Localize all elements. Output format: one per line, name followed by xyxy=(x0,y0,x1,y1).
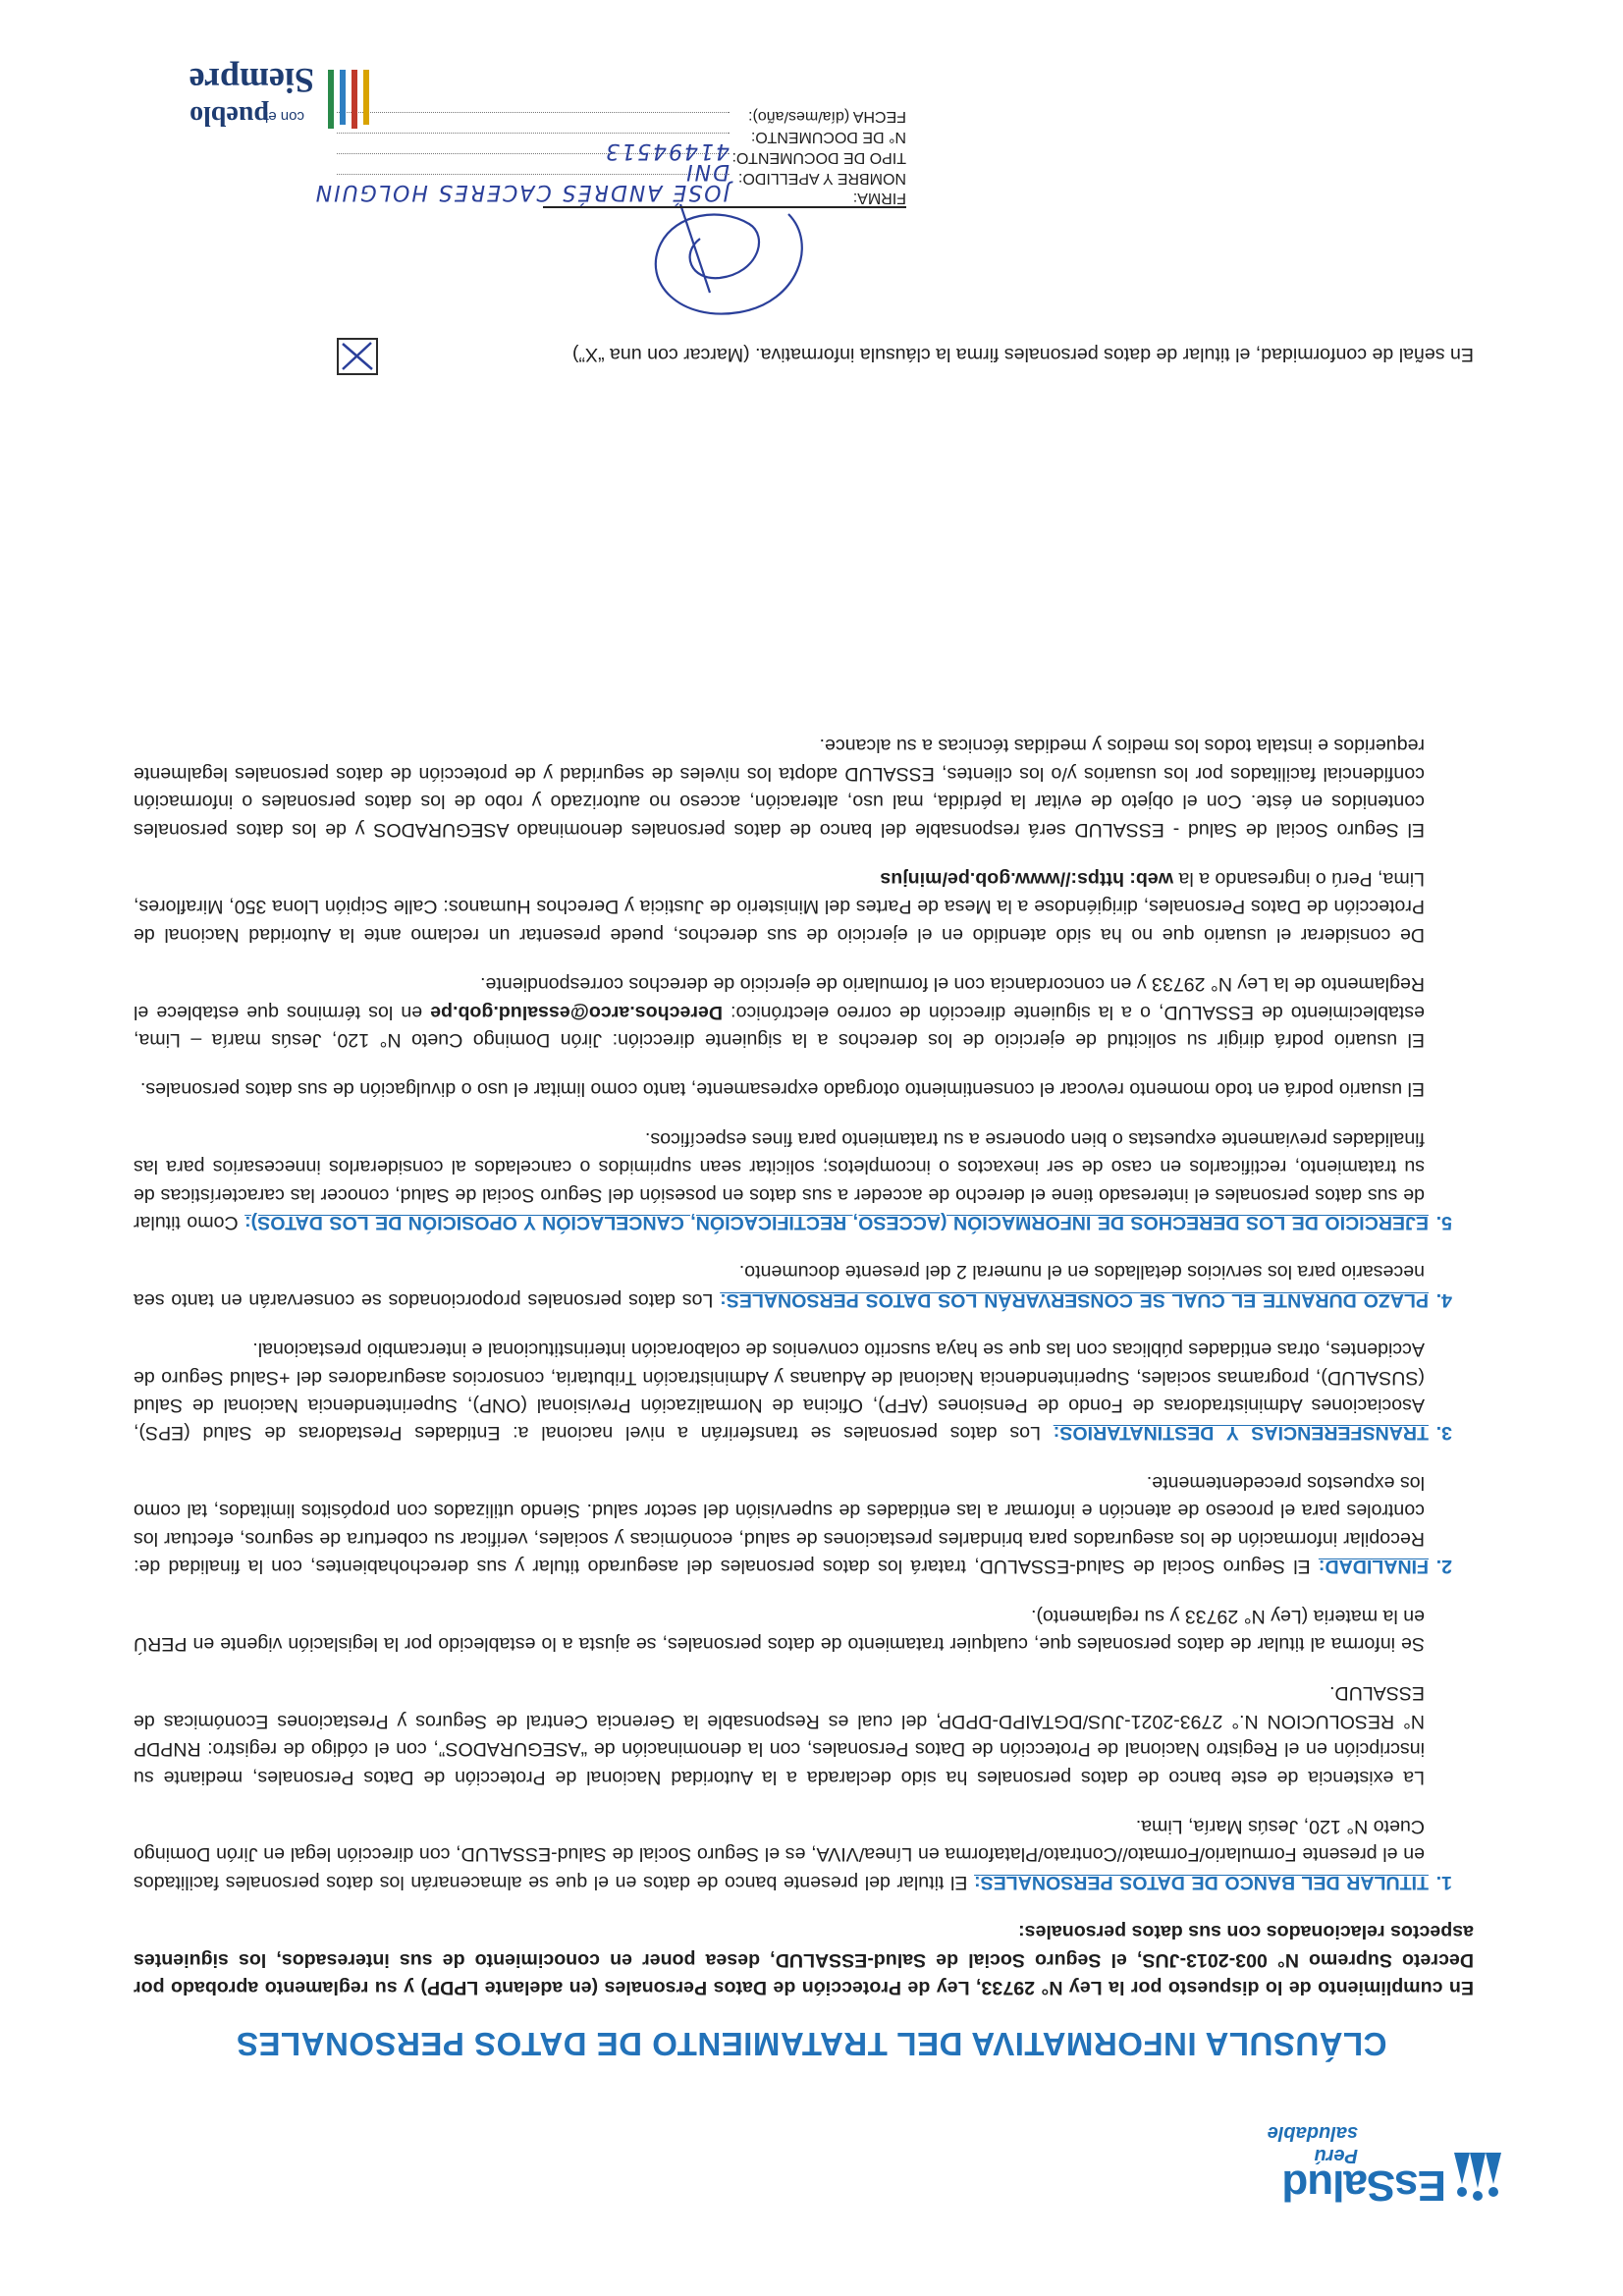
document-body xyxy=(134,710,1474,2001)
siempre-con-el-pueblo-logo xyxy=(135,52,371,131)
section-text: El Seguro Social de Salud-ESSALUD, tratará los datos personales del asegurado titular y sus derechohabientes, con la finalidad de: Recopilar información de los asegurados para brindarles prestaciones de salud, económicas y sociales, verificar su cobertura de seguros, efectuar los controles para el proceso de atención e informar a las entidades de supervisión del sector salud. Siendo utilizados con propósitos limitados, tal como los expuestos precedentemente. xyxy=(134,1471,1425,1578)
request-text: El usuario podrá dirigir su solicitud de ejercicio de los derechos a la siguiente dirección: Jirón Domingo Cueto N° 120, Jesús maría – Lima, establecimiento de ESSALUD, o a la siguiente dirección de correo electrónico: xyxy=(134,1001,1425,1052)
field-label: FECHA (día/mes/año): xyxy=(748,108,906,125)
section-text: Los datos personales proporcionados se conservarán en tanto sea necesario para los servicios detallados en el numeral 2 del presente documento. xyxy=(134,1261,1425,1311)
consent-statement: En señal de conformidad, el titular de datos personales firma la cláusula informativa. (Marcar con una “X”) xyxy=(571,344,1474,365)
field-label: TIPO DE DOCUMENTO: xyxy=(731,149,906,166)
essalud-logo xyxy=(1250,2122,1505,2210)
section-title: EJERCICIO DE LOS DERECHOS DE INFORMACIÓN (ACCESO, RECTIFICACIÓN, CANCELACIÓN Y OPOSICIÓN DE LOS DATOS): xyxy=(244,1212,1429,1234)
section-1 xyxy=(134,1813,1474,1896)
section-number: 1. xyxy=(1435,1871,1452,1893)
security-paragraph: El Seguro Social de Salud - ESSALUD será responsable del banco de datos personales denominado ASEGURADOS y de los datos personales contenidos en éste. Con el objeto de evitar la pérdida, mal uso, alteración, acceso no autorizado y robo de los datos personales o información confidencial facilitados por los usuarios y/o los clientes, ESSALUD adopta los niveles de seguridad y de protección de datos personales legalmente requeridos e instala todos los medios y medidas técnicas a su alcance. xyxy=(134,735,1425,841)
request-text-end: en los términos que establece el Reglamento de la Ley N° 29733 y en concordancia con el formulario de ejercicio de derechos correspondiente. xyxy=(134,973,1425,1023)
field-document-number-value[interactable]: 41494513 xyxy=(604,138,730,163)
field-dotted-line xyxy=(337,133,730,134)
people-bars-icon xyxy=(322,66,371,131)
field-name-value[interactable]: JOSÉ ANDRÉS CACERES HOLGUIN xyxy=(313,180,730,204)
section-3 xyxy=(134,1336,1474,1448)
revoke-paragraph: El usuario podrá en todo momento revocar el consentimiento otorgado expresamente, tanto como limitar el uso o divulgación de sus datos personales. xyxy=(139,1078,1425,1101)
section-number: 3. xyxy=(1435,1422,1452,1445)
field-dotted-line xyxy=(337,112,730,113)
section-text: Los datos personales se transferirán a nivel nacional a: Entidades Prestadoras de Salud (EPS), Asociaciones Administradoras de Fondo de Pensiones (AFP), Oficina de Normalización Previsional (ONP), Superintendencia Nacional de Salud (SUSALUD), programas sociales, Superintendencia Nacional de Aduanas y Administración Tributaria, consorcios aseguradores del +Salud Seguro de Accidentes, otras entidades públicas con las que se haya suscrito convenios de colaboración interinstitucional e intercambio prestacional. xyxy=(134,1339,1425,1445)
intro-paragraph: En cumplimiento de lo dispuesto por la Ley N° 29733, Ley de Protección de Datos Personales (en adelante LPDP) y su reglamento aprobado por Decreto Supremo N° 003-2013-JUS, el Seguro Social de Salud-ESSALUD, desea poner en conocimiento de sus interesados, los siguientes aspectos relacionados con sus datos personales: xyxy=(134,1921,1474,1998)
section-4 xyxy=(134,1258,1474,1314)
section-title: TRANSFERENCIAS Y DESTINATARIOS: xyxy=(1053,1422,1429,1445)
logo-pueblo: pueblo xyxy=(189,100,269,131)
signature-block xyxy=(313,37,906,293)
claim-paragraph xyxy=(134,865,1474,949)
essalud-people-icon xyxy=(1450,2149,1505,2204)
rights-email-link[interactable]: Derechos.arco@essalud.gob.pe xyxy=(430,1001,724,1023)
section-text: El titular del presente banco de datos en el que se almacenarán los datos personales facilitados en el presente Formulario/Formato//Contrato/Plataforma en Línea/VIVA, es el Seguro Social de Salud-ESSALUD, con dirección legal en Jirón Domingo Cueto N° 120, Jesús María, Lima. xyxy=(134,1815,1425,1893)
field-dotted-line xyxy=(337,174,730,175)
section-number: 2. xyxy=(1435,1556,1452,1578)
section-5 xyxy=(134,1124,1474,1236)
handwritten-signature xyxy=(602,194,828,332)
logo-siempre: Siempre xyxy=(189,61,314,100)
request-paragraph xyxy=(134,970,1474,1054)
field-label: N° DE DOCUMENTO: xyxy=(750,129,906,145)
section-title: FINALIDAD: xyxy=(1318,1556,1429,1578)
section-1-legislation-paragraph: Se informa al titular de datos personales que, cualquier tratamiento de datos personales, se ajusta a lo establecido por la legislación vigente en PERÚ en la materia (Ley N° 29733 y su reglamento). xyxy=(134,1605,1425,1655)
field-document-type-value[interactable]: DNI xyxy=(684,159,730,184)
field-label: NOMBRE Y APELLIDO: xyxy=(737,170,906,187)
consent-checkbox[interactable] xyxy=(337,338,378,375)
claim-text: De considerar el usuario que no ha sido atendido en el ejercicio de sus derechos, puede presentar un reclamo ante la Autoridad Nacional de Protección de Datos Personales, dirigiéndose a la Mesa de Partes del Ministerio de Justicia y Derechos Humanos: Calle Scipión Llona 350, Miraflores, Lima, Perú o ingresando a la xyxy=(134,868,1425,946)
x-mark-icon xyxy=(339,340,376,373)
section-number: 4. xyxy=(1435,1288,1452,1311)
logo-wordmark: EsSalud xyxy=(1282,2161,1446,2210)
section-title: TITULAR DEL BANCO DE DATOS PERSONALES: xyxy=(974,1871,1429,1893)
section-text: Como titular de sus datos personales el interesado tiene el derecho de acceder a sus datos en posesión del Seguro Social de Salud, conocer las características de su tratamiento, rectificarlos en caso de ser inexactos o incompletos; solicitar sean suprimidos o cancelados al considerarlos innecesarios para las finalidades previamente expuestas o bien oponerse a su tratamiento para fines específicos. xyxy=(134,1127,1425,1234)
logo-tagline: Perú saludable xyxy=(1267,2122,1358,2166)
field-date xyxy=(731,106,906,127)
page-title: CLÁUSULA INFORMATIVA DEL TRATAMIENTO DE DATOS PERSONALES xyxy=(236,2026,1387,2062)
section-number: 5. xyxy=(1435,1212,1452,1234)
section-1-registry-paragraph: La existencia de este banco de datos personales ha sido declarada a la Autoridad Nacional de Protección de Datos Personales, mediante su inscripción en el Registro Nacional de Protección de Datos Personales, con la denominación de “ASEGURADOS”, con el código de registro: RNPDP N° RESOLUCION N.° 2793-2021-JUS/DGTAIPD-DPDP, del cual es Responsable la Gerencia Central de Seguros y Prestaciones Económicas de ESSALUD. xyxy=(134,1682,1425,1788)
minjus-url-link[interactable]: https://www.gob.pe/minjus xyxy=(880,868,1124,890)
signature-line xyxy=(543,206,906,208)
logo-con-el: con el xyxy=(264,108,304,125)
section-title: PLAZO DURANTE EL CUAL SE CONSERVARÁN LOS DATOS PERSONALES: xyxy=(720,1288,1429,1311)
section-2 xyxy=(134,1469,1474,1581)
claim-web-label: web: xyxy=(1129,868,1174,890)
firma-label: FIRMA: xyxy=(852,190,906,206)
